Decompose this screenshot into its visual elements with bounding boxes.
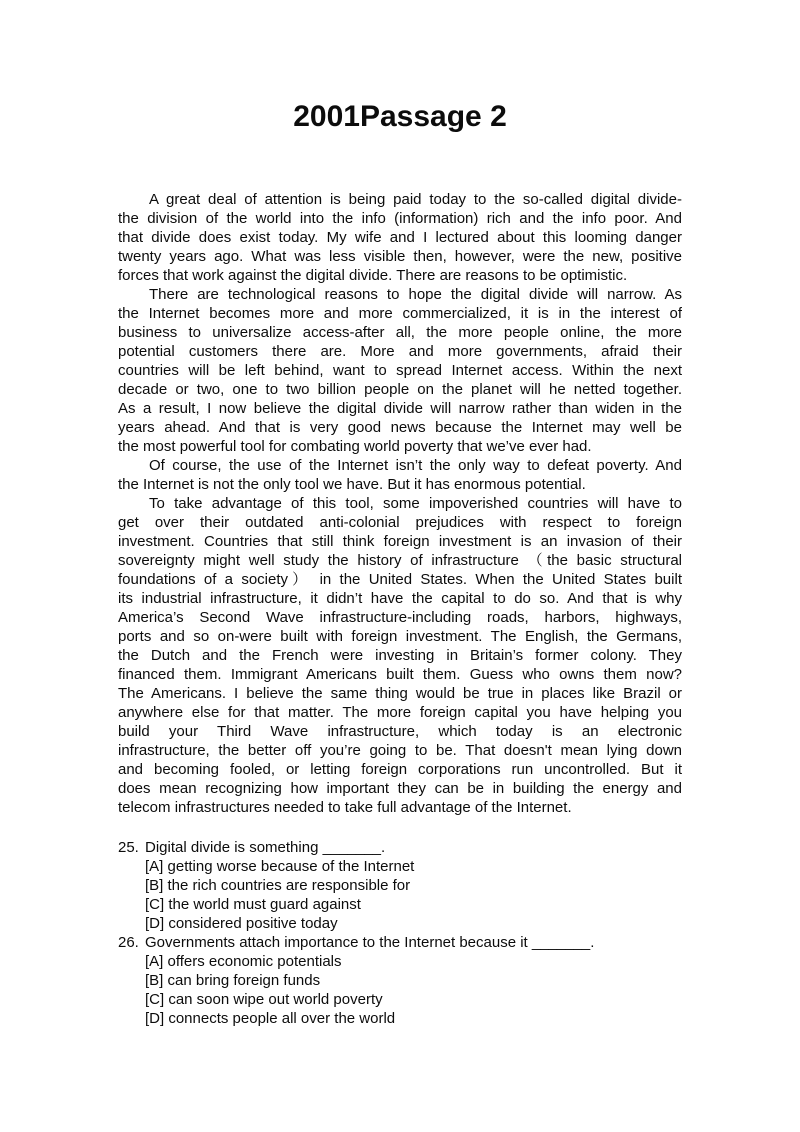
passage-line: ports and so on-were built with foreign investment. The English, the Germans, [118,628,682,645]
question-option: [D] connects people all over the world [145,1010,396,1027]
passage-line: business to universalize access-after all, the more people online, the more [118,324,682,341]
paragraph [118,494,682,817]
question-option: [D] considered positive today [145,915,338,932]
passage-line: investment. Countries that still think foreign investment is an invasion of their [118,533,682,550]
passage-line: does mean recognizing how important they can be in building the energy and [118,780,682,797]
passage-line: decade or two, one to two billion people on the planet will he netted together. [118,381,682,398]
passage-line: build your Third Wave infrastructure, which today is an electronic [118,723,682,740]
passage-line: the Dutch and the French were investing in Britain’s former colony. They [118,647,682,664]
passage-line: There are technological reasons to hope the digital divide will narrow. As [149,286,682,303]
question-stem: Governments attach importance to the Internet because it _______. [145,934,595,951]
passage-line: anywhere else for that matter. The more foreign capital you have helping you [118,704,682,721]
paragraph [118,456,682,494]
passage-line: and becoming fooled, or letting foreign corporations run uncontrolled. But it [118,761,682,778]
passage-line: foundations of a society） in the United States. When the United States built [118,571,682,588]
passage-line: infrastructure, the better off you’re going to be. That doesn't mean lying down [118,742,682,759]
question-option: [C] the world must guard against [145,896,361,913]
question-body [145,933,682,1028]
passage-title: 2001Passage 2 [293,100,507,133]
passage-line: countries will be left behind, want to spread Internet access. Within the next [118,362,682,379]
document-page [118,0,682,1028]
paragraph [118,190,682,285]
question-option: [C] can soon wipe out world poverty [145,991,383,1008]
passage-line: telecom infrastructures needed to take full advantage of the Internet. [118,799,572,816]
question-stem: Digital divide is something _______. [145,839,386,856]
passage-line: the Internet becomes more and more commercialized, it is in the interest of [118,305,682,322]
question-option: [A] offers economic potentials [145,953,342,970]
question [118,933,682,1028]
question-option: [A] getting worse because of the Internet [145,858,415,875]
questions-section [118,838,682,1028]
passage-line: get over their outdated anti-colonial prejudices with respect to foreign [118,514,682,531]
passage-line: Of course, the use of the Internet isn’t the only way to defeat poverty. And [149,457,682,474]
question-option: [B] can bring foreign funds [145,972,321,989]
passage-line: financed them. Immigrant Americans built them. Guess who owns them now? [118,666,682,683]
passage-line: the Internet is not the only tool we have. But it has enormous potential. [118,476,586,493]
question-body [145,838,682,933]
paragraph [118,285,682,456]
question-number: 25. [118,839,139,856]
question-number: 26. [118,934,139,951]
passage-line: that divide does exist today. My wife and I lectured about this looming danger [118,229,682,246]
passage-line: the division of the world into the info (information) rich and the info poor. And [118,210,682,227]
passage-line: the most powerful tool for combating world poverty that we’ve ever had. [118,438,592,455]
passage-line: years ahead. And that is very good news because the Internet may well be [118,419,682,436]
question [118,838,682,933]
passage-body [118,190,682,817]
passage-line: As a result, I now believe the digital divide will narrow rather than widen in the [118,400,682,417]
passage-line: twenty years ago. What was less visible then, however, were the new, positive [118,248,682,265]
passage-line: America’s Second Wave infrastructure-including roads, harbors, highways, [118,609,682,626]
passage-line: To take advantage of this tool, some impoverished countries will have to [149,495,682,512]
passage-line: The Americans. I believe the same thing would be true in places like Brazil or [118,685,682,702]
passage-line: forces that work against the digital divide. There are reasons to be optimistic. [118,267,628,284]
question-option: [B] the rich countries are responsible for [145,877,411,894]
passage-line: its industrial infrastructure, it didn’t have the capital to do so. And that is why [118,590,682,607]
passage-line: potential customers there are. More and more governments, afraid their [118,343,682,360]
passage-line: sovereignty might well study the history of infrastructure （the basic structural [118,552,682,569]
passage-line: A great deal of attention is being paid today to the so-called digital divide- [149,191,682,208]
